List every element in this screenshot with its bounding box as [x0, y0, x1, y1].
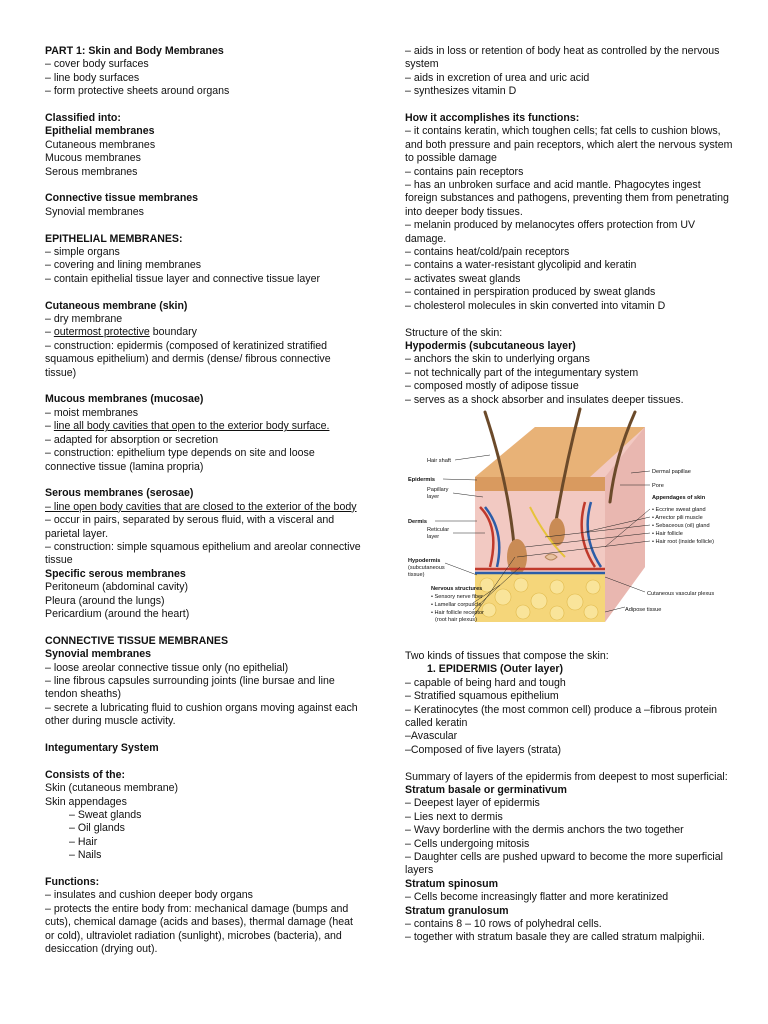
- classified-heading: Classified into:: [45, 112, 121, 125]
- integumentary-heading: Integumentary System: [45, 742, 159, 754]
- list-item: – capable of being hard and tough: [405, 676, 566, 689]
- list-item: – dry membrane: [45, 313, 123, 326]
- label-app-5: • Hair root (inside follicle): [652, 538, 714, 545]
- label-adipose: Adipose tissue: [625, 606, 662, 613]
- label-dermal-papillae: Dermal papillae: [652, 468, 691, 475]
- how-heading: How it accomplishes its functions:: [405, 112, 580, 125]
- two-kinds-intro: Two kinds of tissues that compose the skin:: [405, 649, 609, 662]
- part1-heading: PART 1: Skin and Body Membranes: [45, 45, 224, 57]
- list-item: – not technically part of the integumentary system: [405, 366, 639, 379]
- list-item: Serous membranes: [45, 165, 138, 178]
- list-item: Mucous membranes: [45, 152, 141, 165]
- part1-section: [45, 45, 363, 99]
- two-kinds-section: [405, 650, 735, 757]
- functions-continued: [405, 45, 735, 99]
- label-pore: Pore: [652, 482, 664, 489]
- summary-intro: Summary of layers of the epidermis from deepest to most superficial:: [405, 770, 728, 783]
- list-item: – loose areolar connective tissue only (no epithelial): [45, 661, 289, 674]
- list-item: – line open body cavities that are closed to the exterior of the body: [45, 500, 357, 513]
- list-item: – composed mostly of adipose tissue: [405, 380, 579, 393]
- list-item: [45, 420, 363, 433]
- underlined-text: line all body cavities that open to the exterior body surface.: [53, 420, 330, 433]
- label-hypodermis: Hypodermis: [408, 557, 441, 564]
- list-item: – Cells become increasingly flatter and more keratinized: [405, 891, 669, 904]
- label-dermis: Dermis: [408, 518, 427, 525]
- list-item: – Lies next to dermis: [405, 810, 503, 823]
- list-item: – activates sweat glands: [405, 272, 521, 285]
- list-item: – insulates and cushion deeper body organs: [45, 889, 253, 902]
- list-item: –Composed of five layers (strata): [405, 743, 562, 756]
- connective-subheading: Connective tissue membranes: [45, 192, 199, 205]
- list-item: – contains a water-resistant glycolipid and keratin: [405, 259, 637, 272]
- how-section: [405, 112, 735, 313]
- item-prefix: –: [45, 326, 54, 339]
- hypodermis-heading: Hypodermis (subcutaneous layer): [405, 339, 576, 352]
- list-item: – together with stratum basale they are called stratum malpighii.: [405, 931, 705, 944]
- connective-classified-section: [45, 192, 363, 219]
- label-nerve-3: • Hair follicle receptor: [431, 609, 484, 616]
- list-item: Cutaneous membranes: [45, 138, 156, 151]
- label-epidermis: Epidermis: [408, 476, 436, 483]
- list-item: – form protective sheets around organs: [45, 85, 230, 98]
- label-app-2: • Arrector pili muscle: [652, 514, 703, 521]
- label-nerve-3b: (root hair plexus): [435, 616, 477, 623]
- right-column: [405, 45, 735, 945]
- consists-heading: Consists of the:: [45, 768, 126, 781]
- list-item: – Keratinocytes (the most common cell) produce a –fibrous protein called keratin: [405, 703, 718, 729]
- label-nerve-1: • Sensory nerve fiber: [431, 593, 484, 600]
- stratum-spinosum-heading: Stratum spinosum: [405, 877, 499, 890]
- label-app-3: • Sebaceous (oil) gland: [652, 522, 710, 529]
- list-item: – Hair: [69, 835, 98, 848]
- consists-section: [45, 769, 363, 863]
- list-item: – contains 8 – 10 rows of polyhedral cells.: [405, 918, 602, 931]
- stratum-granulosum-heading: Stratum granulosum: [405, 904, 509, 917]
- epidermis-numbered-heading: 1. EPIDERMIS (Outer layer): [427, 663, 563, 676]
- list-item: – contain epithelial tissue layer and connective tissue layer: [45, 272, 321, 285]
- label-nerve-2: • Lamellar corpuscle: [431, 601, 482, 608]
- epithelial-section: [45, 233, 363, 287]
- left-column: [45, 45, 363, 956]
- item-prefix: –: [45, 420, 54, 433]
- cutaneous-heading: Cutaneous membrane (skin): [45, 299, 188, 312]
- label-hair-shaft: Hair shaft: [427, 457, 451, 464]
- figure-labels-left: [408, 458, 484, 623]
- list-item: Skin appendages: [45, 795, 127, 808]
- cutaneous-section: [45, 300, 363, 380]
- list-item: – anchors the skin to underlying organs: [405, 353, 590, 366]
- list-item: – Oil glands: [69, 822, 125, 835]
- label-reticular: Reticular: [427, 526, 450, 533]
- label-papillary: Papillary: [427, 486, 449, 493]
- list-item: – melanin produced by melanocytes offers protection from UV damage.: [405, 219, 696, 245]
- synovial-subheading: Synovial membranes: [45, 648, 151, 661]
- list-item: – construction: epidermis (composed of keratinized stratified squamous epithelium) and dermis (dense/ fibrous connective tissue): [45, 339, 331, 379]
- list-item: – contained in perspiration produced by sweat glands: [405, 286, 656, 299]
- list-item: – has an unbroken surface and acid mantle. Phagocytes ingest foreign substances and pathogens, preventing them from penetrating into deeper body tissues.: [405, 179, 729, 218]
- label-cutaneous-plexus: Cutaneous vascular plexus: [647, 590, 715, 597]
- list-item: – line body surfaces: [45, 71, 140, 84]
- list-item: – covering and lining membranes: [45, 259, 202, 272]
- list-item: Synovial membranes: [45, 205, 144, 218]
- list-item: –Avascular: [405, 730, 458, 743]
- label-app-1: • Eccrine sweat gland: [652, 506, 706, 513]
- list-item: – aids in loss or retention of body heat as controlled by the nervous system: [405, 45, 720, 71]
- structure-section: [405, 327, 735, 407]
- label-nervous: Nervous structures: [431, 585, 483, 592]
- list-item: – simple organs: [45, 246, 120, 259]
- list-item: Pleura (around the lungs): [45, 594, 165, 607]
- skin-diagram: [405, 407, 735, 642]
- connective-heading: CONNECTIVE TISSUE MEMBRANES: [45, 634, 229, 647]
- epithelial-subheading: Epithelial membranes: [45, 125, 155, 138]
- skin-structure-figure: [405, 407, 735, 642]
- list-item: Pericardium (around the heart): [45, 607, 190, 620]
- list-item: – Stratified squamous epithelium: [405, 690, 559, 703]
- connective-section: [45, 635, 363, 729]
- stratum-basale-heading: Stratum basale or germinativum: [405, 783, 567, 796]
- serous-subheading: Specific serous membranes: [45, 567, 186, 580]
- mucous-section: [45, 393, 363, 473]
- list-item: – aids in excretion of urea and uric acid: [405, 71, 590, 84]
- serous-section: [45, 487, 363, 621]
- classified-section: [45, 112, 363, 179]
- label-appendages: Appendages of skin: [652, 494, 706, 501]
- list-item: – line fibrous capsules surrounding joints (line bursae and line tendon sheaths): [45, 674, 335, 701]
- list-item: – adapted for absorption or secretion: [45, 433, 219, 446]
- serous-heading: Serous membranes (serosae): [45, 487, 194, 500]
- label-hypodermis-sub: (subcutaneous: [408, 564, 445, 571]
- list-item: [45, 326, 363, 339]
- list-item: – Sweat glands: [69, 809, 142, 822]
- list-item: – Daughter cells are pushed upward to become the more superficial layers: [405, 851, 723, 877]
- functions-heading: Functions:: [45, 876, 100, 889]
- label-app-4: • Hair follicle: [652, 530, 683, 537]
- mucous-heading: Mucous membranes (mucosae): [45, 393, 204, 406]
- list-item: – Cells undergoing mitosis: [405, 837, 530, 850]
- list-item: – Wavy borderline with the dermis anchors the two together: [405, 824, 684, 837]
- list-item: – moist membranes: [45, 406, 139, 419]
- summary-section: [405, 771, 735, 945]
- label-reticular-layer: layer: [427, 533, 440, 540]
- epidermis-layer: [475, 477, 605, 491]
- list-item: – construction: simple squamous epithelium and areolar connective tissue: [45, 540, 361, 567]
- list-item: – protects the entire body from: mechanical damage (bumps and cuts), chemical damage (acids and bases), thermal damage (heat or cold), ultraviolet radiation (sunlight), microbes (bacteria), and desiccation (drying out).: [45, 902, 353, 956]
- list-item: – contains pain receptors: [405, 165, 524, 178]
- functions-section: [45, 876, 363, 956]
- list-item: Skin (cutaneous membrane): [45, 782, 179, 795]
- integumentary-section: [45, 742, 363, 755]
- label-hypodermis-tissue: tissue): [408, 571, 425, 578]
- list-item: – cholesterol molecules in skin converted into vitamin D: [405, 299, 666, 312]
- list-item: – construction: epithelium type depends on site and loose connective tissue (lamina propria): [45, 447, 315, 473]
- item-suffix: boundary: [149, 326, 197, 339]
- underlined-text: outermost protective: [53, 326, 150, 339]
- sweat-gland: [545, 554, 557, 560]
- list-item: – serves as a shock absorber and insulates deeper tissues.: [405, 393, 684, 406]
- list-item: – it contains keratin, which toughen cells; fat cells to cushion blows, and both pressure and pain receptors, which alert the nervous system to possible damage: [405, 125, 733, 165]
- list-item: – Nails: [69, 849, 102, 862]
- list-item: Peritoneum (abdominal cavity): [45, 581, 189, 594]
- list-item: – occur in pairs, separated by serous fluid, with a visceral and parietal layer.: [45, 514, 335, 540]
- list-item: – Deepest layer of epidermis: [405, 797, 540, 810]
- list-item: – secrete a lubricating fluid to cushion organs moving against each other during muscle activity.: [45, 701, 358, 728]
- structure-intro: Structure of the skin:: [405, 326, 503, 339]
- list-item: – synthesizes vitamin D: [405, 85, 517, 98]
- list-item: – contains heat/cold/pain receptors: [405, 246, 570, 259]
- epithelial-heading: EPITHELIAL MEMBRANES:: [45, 232, 183, 245]
- label-papillary-layer: layer: [427, 493, 440, 500]
- list-item: – cover body surfaces: [45, 58, 149, 71]
